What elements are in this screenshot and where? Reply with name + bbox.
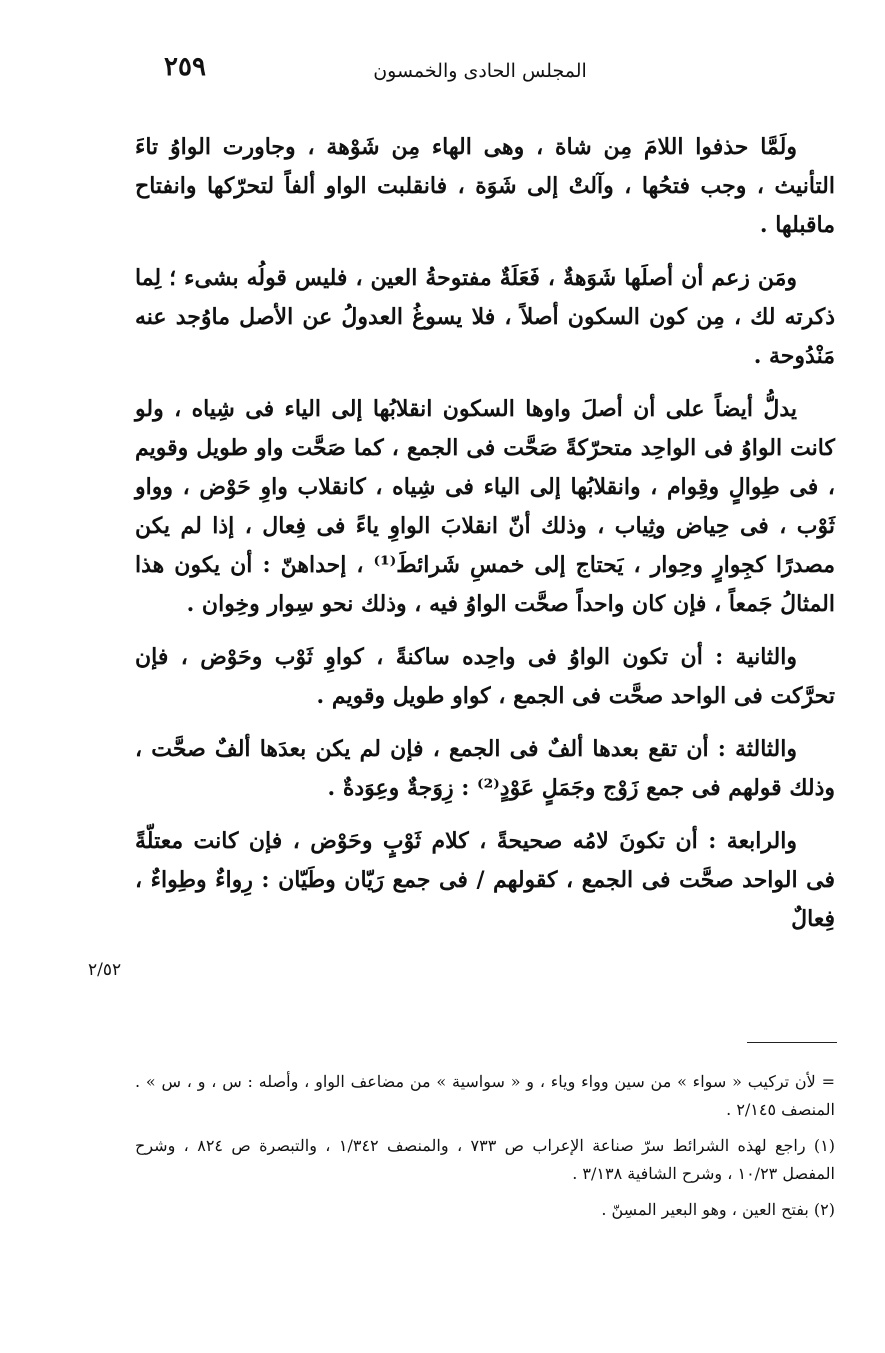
- footnote-divider: [747, 1042, 837, 1043]
- margin-reference: ٢/٥٢: [88, 960, 122, 980]
- running-title: المجلس الحادى والخمسون: [373, 60, 587, 82]
- main-text: [135, 128, 835, 953]
- paragraph-5: والثالثة : أن تقع بعدها ألفٌ فى الجمع ، فإن لم يكن بعدَها ألفٌ صحَّت ، وذلك قولهم فى جمع زَوْج وجَمَلٍ عَوْدٍ⁽²⁾ : زِوَجةٌ وعِوَدةٌ .: [135, 736, 835, 801]
- paragraph-6: والرابعة : أن تكونَ لامُه صحيحةً ، كلام ثَوْبٍ وحَوْض ، فإن كانت معتلّةً فى الواحد صحَّت فى الجمع ، كقولهم / فى جمع رَيّان وطَيّان : رِواءٌ وطِواءٌ ، فِعالٌ: [135, 828, 835, 932]
- footnote-1: (١) راجع لهذه الشرائط سرّ صناعة الإعراب ص ٧٣٣ ، والمنصف ١/٣٤٢ ، والتبصرة ص ٨٢٤ ، وشرح المفصل ١٠/٢٣ ، وشرح الشافية ٣/١٣٨ .: [135, 1136, 836, 1183]
- paragraph-4: والثانية : أن تكون الواوُ فى واحِده ساكنةً ، كواوِ ثَوْب وحَوْض ، فإن تحرَّكت فى الواحد صحَّت فى الجمع ، كواو طويل وقويم .: [135, 644, 835, 709]
- paragraph-3: يدلُّ أيضاً على أن أصلَ واوها السكون انقلابُها إلى الياء فى شِياه ، ولو كانت الواوُ فى الواحِد متحرّكةً صَحَّت فى الجمع ، كما صَحَّت واو طويل وقويم ، فى طِوالٍ وقِوام ، وانقلابُها إلى الياء فى شِياه ، كانقلاب واوِ حَوْض ، وواو ثَوْب ، فى حِياض وثِياب ، وذلك أنّ انقلابَ الواوِ ياءً فى فِعال ، إذا لم يكن مصدرًا كجِوارٍ وحِوار ، يَحتاج إلى خمسِ شَرائطَ⁽¹⁾ ، إحداهنّ : أن يكون هذا المثالُ جَمعاً ، فإن كان واحداً صحَّت الواوُ فيه ، وذلك نحو سِوار وخِوان .: [135, 396, 835, 617]
- paragraph-2: ومَن زعم أن أصلَها شَوَهةٌ ، فَعَلَةٌ مفتوحةُ العين ، فليس قولُه بشىء ؛ لِما ذكرته لك ، مِن كون السكون أصلاً ، فلا يسوغُ العدولُ عن الأصل ماوُجد عنه مَنْدُوحة .: [135, 265, 835, 369]
- footnote-2: (٢) بفتح العين ، وهو البعير المسِنّ .: [601, 1200, 835, 1219]
- footnotes: [135, 1068, 835, 1232]
- paragraph-1: ولَمَّا حذفوا اللامَ مِن شاة ، وهى الهاء مِن شَوْهة ، وجاورت الواوُ تاءَ التأنيث ، وجب فتحُها ، وآلتْ إلى شَوَة ، فانقلبت الواو ألفاً لتحرّكها وانفتاح ماقبلها .: [135, 134, 835, 238]
- page-number: ٢٥٩: [164, 52, 206, 82]
- footnote-continued: = لأن تركيب « سواء » من سين وواء وياء ، و « سواسية » من مضاعف الواو ، وأصله : س ، و ، س » . المنصف ٢/١٤٥ .: [135, 1072, 835, 1119]
